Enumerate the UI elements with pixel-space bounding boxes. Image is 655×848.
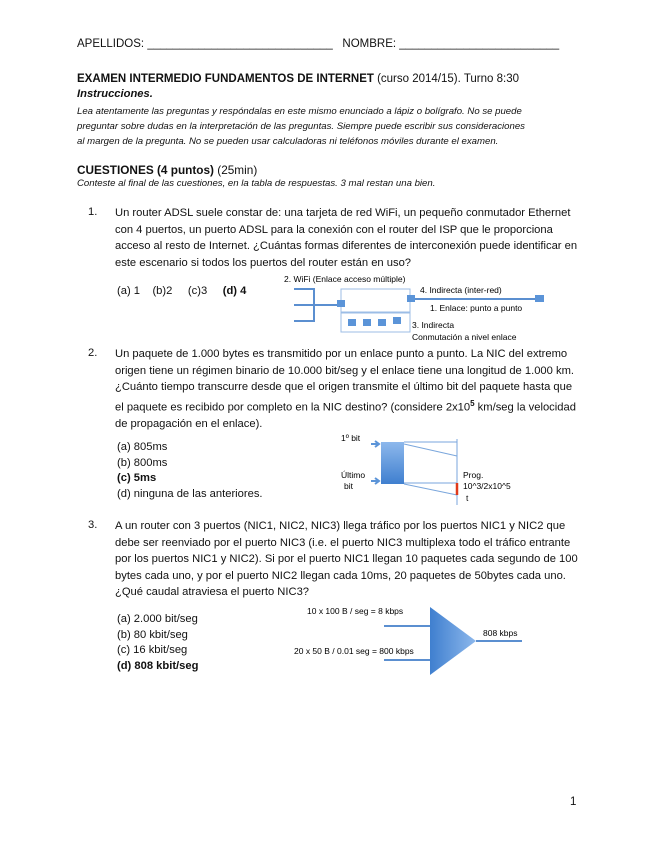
section-title-bold: CUESTIONES (4 puntos) (77, 163, 214, 177)
diagram-label: 2. WiFi (Enlace acceso múltiple) (284, 274, 406, 284)
diagram-label: 1. Enlace: punto a punto (430, 303, 523, 313)
diagram-label: 808 kbps (483, 628, 518, 638)
question-number: 1. (88, 206, 98, 218)
arrow-icon (371, 478, 379, 484)
option-c: (c)3 (187, 285, 208, 297)
question-text (115, 346, 580, 432)
question-text-part: Un paquete de 1.000 bytes es transmitido por un enlace punto a punto. La NIC del extremo origen tiene un régimen binario de 10.000 bit/seg y el enlace tiene una longitud de 1.000 km. ¿Cuánto tiempo transcurre desde que el origen transmite el último bit del paquete hasta que el paquete es recibido por completo en la NIC destino? (considere 2x10 (115, 348, 575, 414)
apellidos-field[interactable]: _____________________________ (147, 38, 333, 50)
option-d: (d) 808 kbit/seg (117, 659, 199, 672)
multiplexer-shape (430, 607, 476, 675)
question-number: 2. (88, 347, 98, 359)
instructions-heading: Instrucciones. (77, 88, 153, 100)
instructions-line: Lea atentamente las preguntas y respóndalas en este mismo enunciado a lápiz o bolígrafo. No se puede (77, 106, 522, 117)
option-b: (b) 800ms (117, 456, 168, 469)
router-diagram (280, 270, 580, 346)
option-b: (b) 80 kbit/seg (117, 628, 188, 641)
nombre-field[interactable]: _________________________ (399, 38, 560, 50)
port-icon (337, 300, 345, 307)
diagram-label: Último (341, 470, 366, 480)
option-b: (b)2 (152, 285, 173, 297)
port-icon (535, 295, 544, 302)
option-d: (d) ninguna de las anteriores. (117, 487, 263, 500)
port-icon (363, 319, 371, 326)
apellidos-label: APELLIDOS: (77, 38, 145, 50)
question-number: 3. (88, 519, 98, 531)
option-c: (c) 5ms (117, 472, 157, 484)
exam-title (77, 73, 519, 85)
diagram-label: 10^3/2x10^5 (463, 481, 511, 491)
diagram-label: bit (344, 481, 353, 491)
port-icon (407, 295, 415, 302)
question-options (117, 285, 246, 297)
instructions-line: al margen de la pregunta. No se pueden usar calculadoras ni teléfonos móviles durante el examen. (77, 136, 499, 147)
name-header (77, 38, 559, 50)
question-options (117, 612, 198, 674)
arrow-icon (371, 441, 379, 447)
section-note: Conteste al final de las cuestiones, en la tabla de respuestas. 3 mal restan una bien. (77, 178, 436, 189)
port-icon (348, 319, 356, 326)
diagram-label: 3. Indirecta (412, 320, 455, 330)
option-a: (a) 805ms (117, 441, 168, 453)
question-text: Un router ADSL suele constar de: una tarjeta de red WiFi, un pequeño conmutador Ethernet con 4 puertos, un puerto ADSL para la conexión con el router del ISP que le proporciona acceso al resto de Internet. ¿Cuántas formas diferentes de interconexión puede identificar en este escenario si todos los puertos del router están en uso? (115, 207, 578, 269)
exponent: 5 (470, 398, 475, 408)
page-number: 1 (570, 796, 577, 808)
section-title-rest: (25min) (213, 163, 258, 177)
diagram-label: Conmutación a nivel enlace (412, 332, 517, 342)
multiplexer-diagram (280, 598, 540, 678)
question-text-part: km/seg la velocidad de propagación en el enlace). (115, 401, 576, 430)
nombre-label: NOMBRE: (342, 38, 397, 50)
option-a: (a) 1 (117, 285, 141, 297)
section-title (77, 163, 257, 177)
option-a: (a) 2.000 bit/seg (117, 613, 198, 625)
instructions-text (77, 104, 525, 149)
port-icon (393, 317, 401, 324)
diagram-label: 20 x 50 B / 0.01 seg = 800 kbps (294, 646, 414, 656)
instructions-line: preguntar sobre dudas en la interpretación de las preguntas. Siempre puede escribir sus consideraciones (77, 121, 525, 132)
exam-title-bold: EXAMEN INTERMEDIO FUNDAMENTOS DE INTERNET (77, 73, 374, 85)
exam-title-rest: (curso 2014/15). Turno 8:30 (373, 73, 520, 85)
question-text: A un router con 3 puertos (NIC1, NIC2, NIC3) llega tráfico por los puertos NIC1 y NIC2 que debe ser reenviado por el puerto NIC3 (i.e. el puerto NIC3 multiplexa todo el tráfico entrante por los puertos NIC1 y NIC2). Si por el puerto NIC1 llegan 10 paquetes cada segundo de 100 bytes cada uno, y por el puerto NIC2 llegan cada 10ms, 20 paquetes de 50bytes cada uno. ¿Qué caudal atraviesa el puerto NIC3? (115, 520, 578, 598)
diagram-label: 10 x 100 B / seg = 8 kbps (307, 606, 404, 616)
diagram-label: 1º bit (341, 433, 361, 443)
diagram-label: t (466, 493, 469, 503)
question-options (117, 440, 263, 502)
diagram-label: Prog. (463, 470, 484, 480)
propagation-diagram (330, 425, 560, 510)
option-c: (c) 16 kbit/seg (117, 644, 188, 656)
diagram-label: 4. Indirecta (inter-red) (420, 285, 502, 295)
port-icon (378, 319, 386, 326)
option-d: (d) 4 (222, 285, 247, 297)
